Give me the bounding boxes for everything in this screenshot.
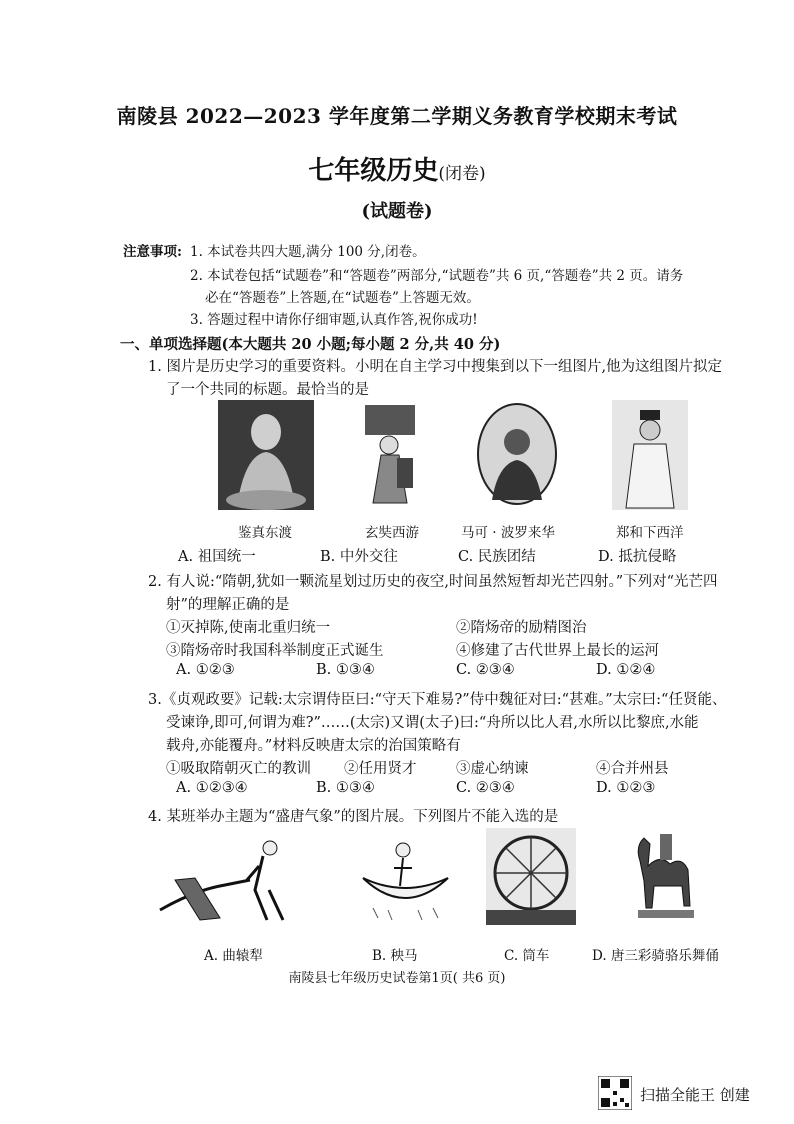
- q3-statement-4: ④合并州县: [596, 761, 669, 777]
- jianzhen-statue-image: [218, 400, 314, 510]
- q2-option-a: A. ①②③: [176, 662, 235, 678]
- subject-title: [0, 150, 794, 187]
- q3-statement-3: ③虚心纳谏: [456, 761, 529, 777]
- q2-option-c: C. ②③④: [456, 662, 515, 678]
- q4-caption-d: D. 唐三彩骑骆乐舞俑: [592, 948, 719, 964]
- q2-statement-1: ①灭掉陈,使南北重归统一: [166, 620, 331, 636]
- q3-option-d: D. ①②③: [596, 780, 656, 796]
- curved-plough-image: [155, 830, 305, 925]
- page-footer: 南陵县七年级历史试卷第1页( 共6 页): [288, 971, 506, 986]
- q3-option-c: C. ②③④: [456, 780, 515, 796]
- rice-seedling-boat-image: [358, 838, 453, 923]
- notes-label: 注意事项:: [123, 244, 182, 260]
- qr-code-icon: [598, 1076, 632, 1110]
- q2-statement-3: ③隋炀帝时我国科举制度正式诞生: [166, 643, 384, 659]
- q3-line-1: 3.《贞观政要》记载:太宗谓侍臣曰:“守天下难易?”侍中魏征对曰:“甚难。”太宗曰:“任贤能、: [148, 692, 727, 708]
- scanner-watermark: 扫描全能王 创建: [640, 1086, 750, 1104]
- q4-caption-b: B. 秧马: [372, 948, 418, 964]
- q1-option-a: A. 祖国统一: [178, 549, 256, 565]
- q2-statement-2: ②隋炀帝的励精图治: [456, 620, 587, 636]
- q2-option-b: B. ①③④: [316, 662, 375, 678]
- paper-type: (试题卷): [361, 201, 433, 222]
- q3-statement-1: ①吸取隋朝灭亡的教训: [166, 761, 311, 777]
- q1-line-1: 1. 图片是历史学习的重要资料。小明在自主学习中搜集到以下一组图片,他为这组图片拟定: [148, 359, 723, 375]
- exam-title: 南陵县 2022—2023 学年度第二学期义务教育学校期末考试: [116, 104, 678, 128]
- notes-item-2: 2. 本试卷包括“试题卷”和“答题卷”两部分,“试题卷”共 6 页,“答题卷”共 2 页。请务: [190, 268, 684, 284]
- notes-item-3: 3. 答题过程中请你仔细审题,认真作答,祝你成功!: [190, 312, 478, 328]
- q1-option-d: D. 抵抗侵略: [598, 549, 677, 565]
- q2-statement-4: ④修建了古代世界上最长的运河: [456, 643, 659, 659]
- subject-name: 七年级历史: [308, 156, 439, 186]
- q1-caption-2: 玄奘西游: [365, 525, 419, 541]
- tricolor-camel-figurine-image: [630, 826, 700, 924]
- q2-line-2: 射”的理解正确的是: [166, 597, 290, 613]
- section-heading: 一、单项选择题(本大题共 20 小题;每小题 2 分,共 40 分): [120, 336, 501, 353]
- q4-caption-c: C. 筒车: [504, 948, 550, 964]
- q1-caption-1: 鉴真东渡: [238, 525, 292, 541]
- q2-option-d: D. ①②④: [596, 662, 656, 678]
- q1-caption-3: 马可 · 波罗来华: [461, 525, 555, 541]
- q3-line-2: 受谏诤,即可,何谓为难?”……(太宗)又谓(太子)曰:“舟所以比人君,水所以比黎庶,水能: [166, 715, 699, 731]
- q1-option-b: B. 中外交往: [320, 549, 398, 565]
- q3-line-3: 载舟,亦能覆舟。”材料反映唐太宗的治国策略有: [166, 738, 461, 754]
- water-wheel-image: [486, 828, 576, 925]
- notes-item-1: 1. 本试卷共四大题,满分 100 分,闭卷。: [190, 244, 426, 260]
- q3-option-b: B. ①③④: [316, 780, 375, 796]
- q3-statement-2: ②任用贤才: [344, 761, 417, 777]
- marco-polo-image: [476, 402, 558, 507]
- q1-caption-4: 郑和下西洋: [616, 525, 684, 541]
- subject-note: (闭卷): [438, 164, 486, 184]
- notes-item-2-cont: 必在“答题卷”上答题,在“试题卷”上答题无效。: [205, 290, 480, 306]
- q2-line-1: 2. 有人说:“隋朝,犹如一颗流星划过历史的夜空,时间虽然短暂却光芒四射。”下列对“光芒四: [148, 574, 718, 590]
- zhenghe-image: [612, 400, 688, 510]
- xuanzang-image: [355, 403, 425, 508]
- q4-caption-a: A. 曲辕犁: [204, 948, 263, 964]
- q4-line: 4. 某班举办主题为“盛唐气象”的图片展。下列图片不能入选的是: [148, 809, 559, 825]
- q1-option-c: C. 民族团结: [458, 549, 536, 565]
- q3-option-a: A. ①②③④: [176, 780, 248, 796]
- q1-line-2: 了一个共同的标题。最恰当的是: [166, 382, 369, 398]
